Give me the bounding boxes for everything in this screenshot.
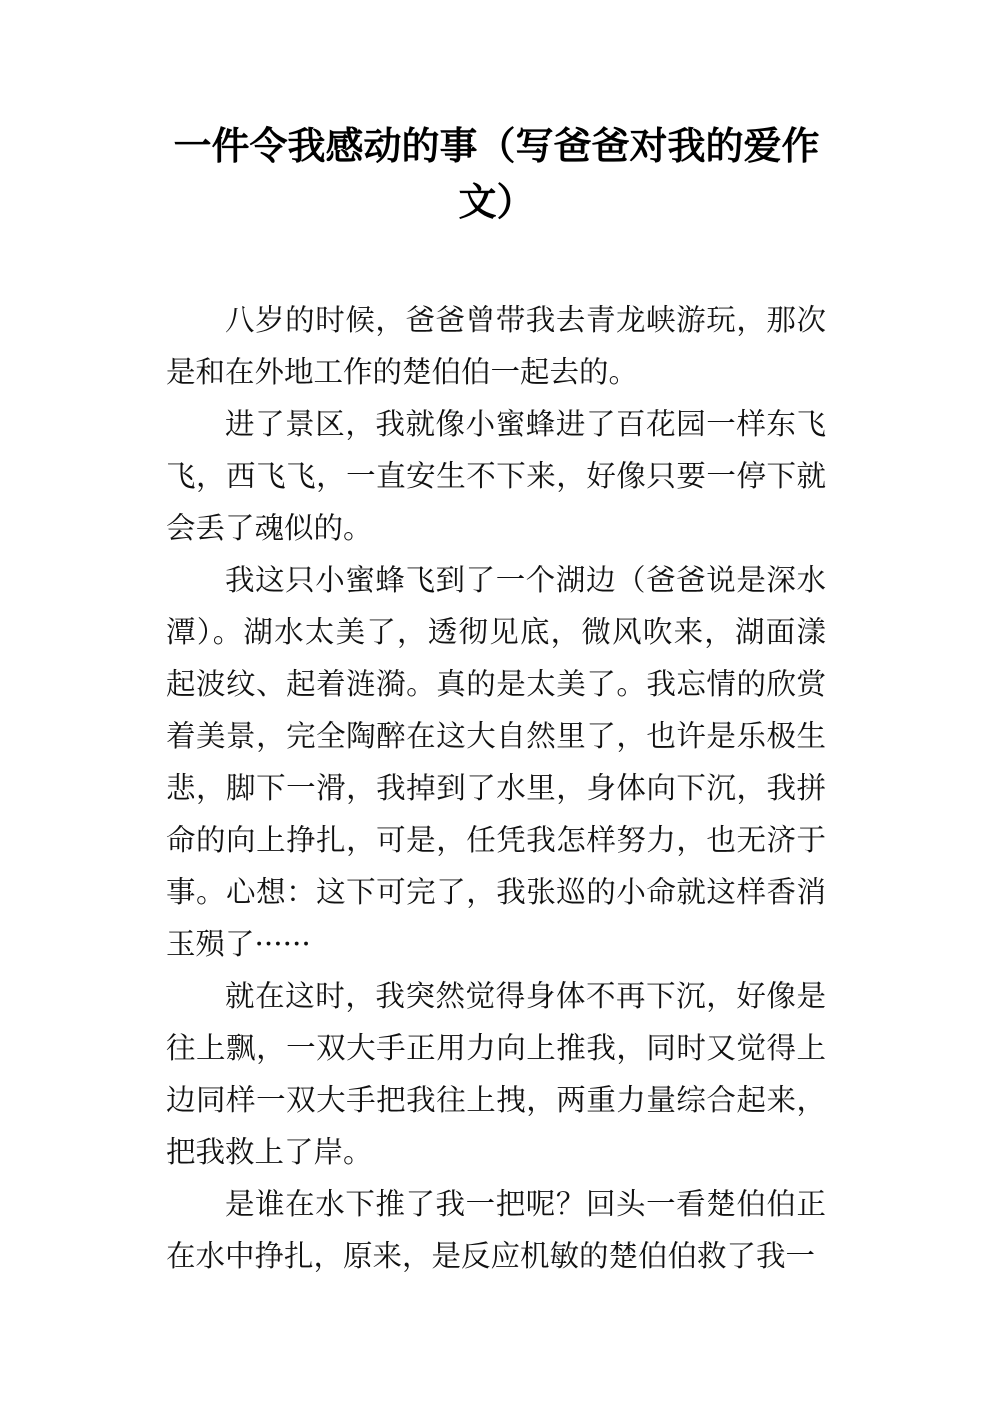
document-body	[166, 294, 826, 1282]
paragraph-4: 就在这时，我突然觉得身体不再下沉，好像是往上飘，一双大手正用力向上推我，同时又觉得上边同样一双大手把我往上拽，两重力量综合起来，把我救上了岸。	[166, 979, 826, 1169]
paragraph-5: 是谁在水下推了我一把呢？回头一看楚伯伯正在水中挣扎，原来，是反应机敏的楚伯伯救了我一	[166, 1187, 826, 1273]
paragraph-1: 八岁的时候，爸爸曾带我去青龙峡游玩，那次是和在外地工作的楚伯伯一起去的。	[166, 303, 826, 389]
paragraph-3: 我这只小蜜蜂飞到了一个湖边（爸爸说是深水潭）。湖水太美了，透彻见底，微风吹来，湖面漾起波纹、起着涟漪。真的是太美了。我忘情的欣赏着美景，完全陶醉在这大自然里了，也许是乐极生悲，脚下一滑，我掉到了水里，身体向下沉，我拼命的向上挣扎，可是，任凭我怎样努力，也无济于事。心想：这下可完了，我张巡的小命就这样香消玉殒了······	[166, 563, 826, 961]
document-title: 一件令我感动的事（写爸爸对我的爱作文）	[173, 124, 820, 224]
paragraph-2: 进了景区，我就像小蜜蜂进了百花园一样东飞飞，西飞飞，一直安生不下来，好像只要一停下就会丢了魂似的。	[166, 407, 826, 545]
